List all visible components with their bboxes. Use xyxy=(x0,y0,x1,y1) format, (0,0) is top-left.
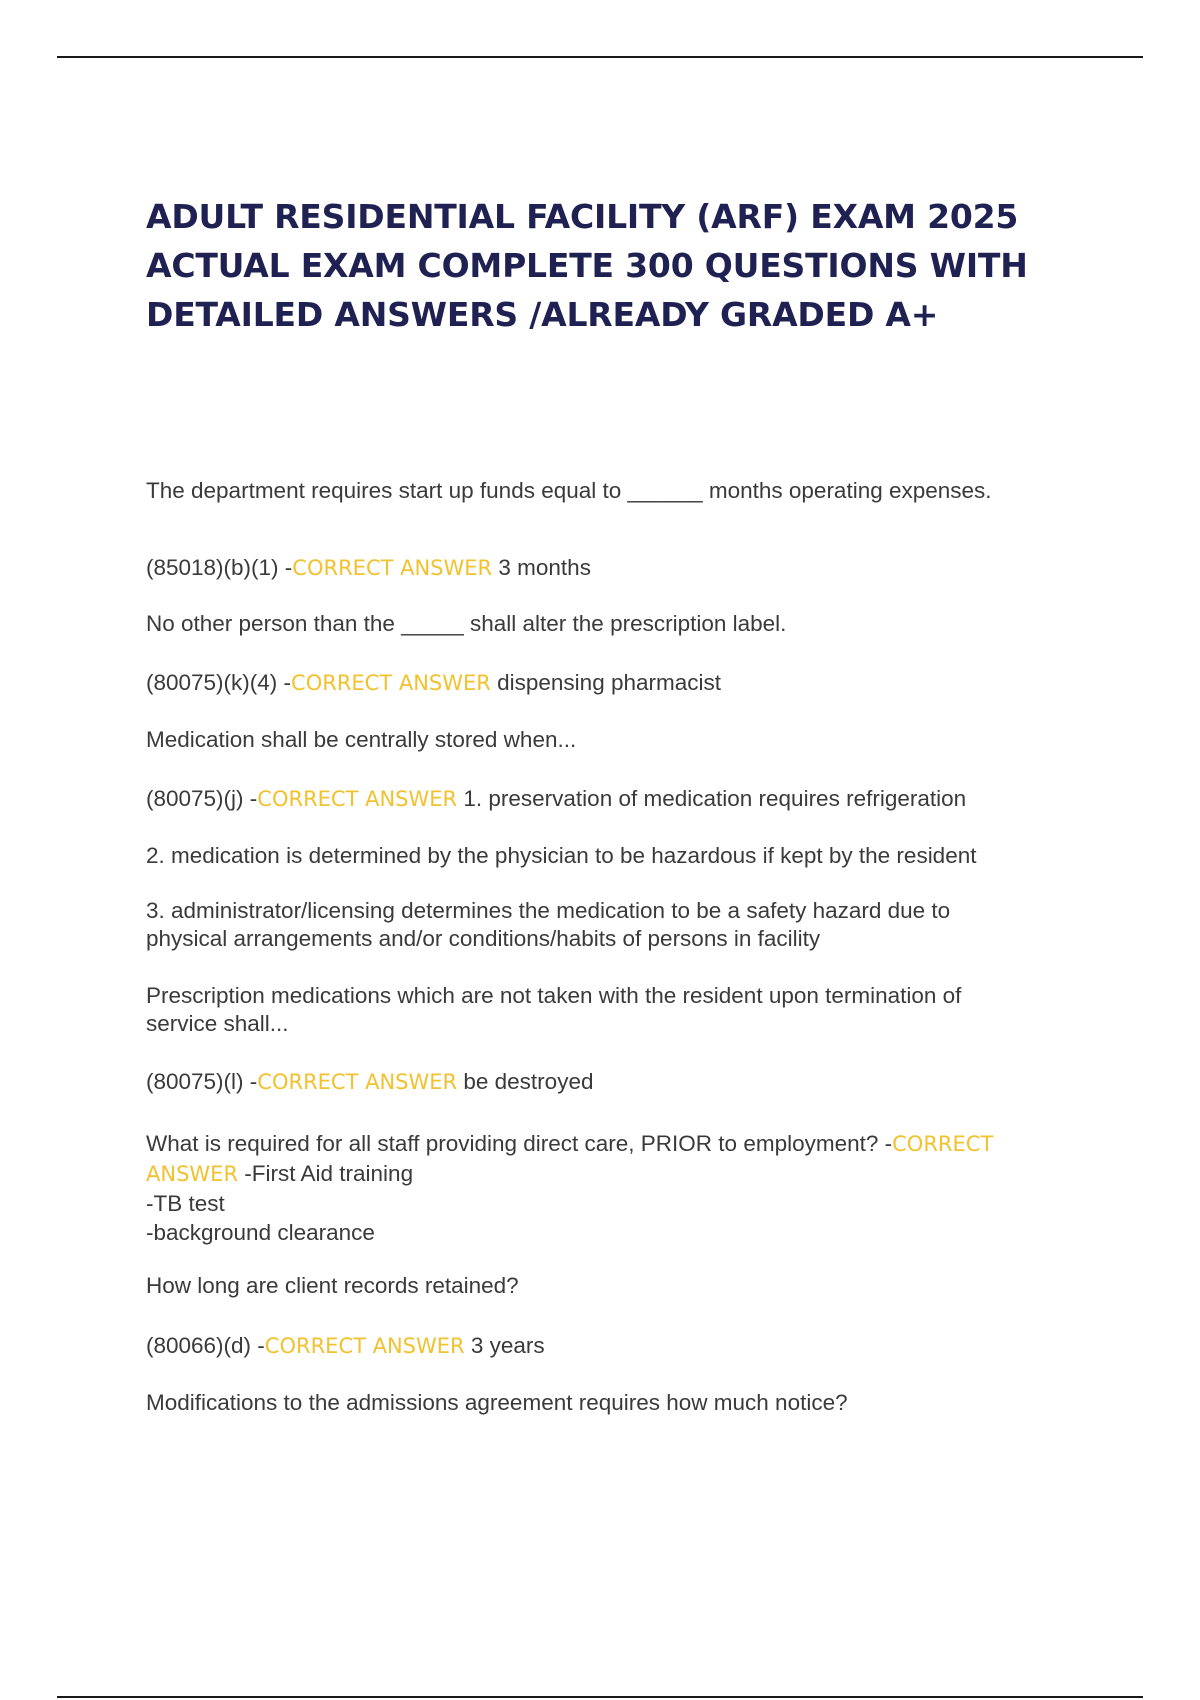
answer-citation: (80075)(j) - xyxy=(146,786,258,811)
question-5-line xyxy=(146,1129,1076,1159)
correct-answer-label: CORRECT ANSWER xyxy=(264,1334,465,1358)
answer-text xyxy=(146,669,1076,697)
answer-value: 3. administrator/licensing determines the medication to be a safety hazard due to xyxy=(146,898,951,923)
question-1: The department requires start up funds equal to ______ months operating expenses. xyxy=(146,478,992,503)
answer-5-line xyxy=(146,1159,1076,1189)
question-6: How long are client records retained? xyxy=(146,1273,519,1298)
answer-citation: (80075)(k)(4) - xyxy=(146,670,292,695)
question-2: No other person than the _____ shall alter the prescription label. xyxy=(146,611,787,636)
answer-value: -First Aid training xyxy=(238,1161,414,1186)
correct-answer-label: CORRECT ANSWER xyxy=(257,787,458,811)
question-7: Modifications to the admissions agreement requires how much notice? xyxy=(146,1390,848,1415)
answer-value: -TB test xyxy=(146,1191,225,1216)
answer-text xyxy=(146,1332,1076,1360)
answer-value: 2. medication is determined by the physician to be hazardous if kept by the resident xyxy=(146,843,977,868)
title-line: ADULT RESIDENTIAL FACILITY (ARF) EXAM 2025 xyxy=(146,197,1019,236)
correct-answer-label: CORRECT xyxy=(892,1132,994,1156)
top-rule xyxy=(57,56,1143,58)
answer-value: 3 months xyxy=(492,555,591,580)
answer-citation: (80075)(l) - xyxy=(146,1069,258,1094)
question-text xyxy=(146,610,1076,638)
answer-value: 1. preservation of medication requires refrigeration xyxy=(457,786,967,811)
answer-citation: (80066)(d) - xyxy=(146,1333,265,1358)
answer-text xyxy=(146,554,1076,582)
question-answer-block xyxy=(146,1129,1076,1247)
question-text xyxy=(146,477,1076,505)
document-title xyxy=(146,192,1086,339)
answer-value: 3 years xyxy=(464,1333,545,1358)
answer-text xyxy=(146,785,1076,813)
answer-citation: (85018)(b)(1) - xyxy=(146,555,293,580)
answer-value: dispensing pharmacist xyxy=(490,670,721,695)
correct-answer-label: CORRECT ANSWER xyxy=(292,556,493,580)
question-3: Medication shall be centrally stored when... xyxy=(146,727,577,752)
question-text xyxy=(146,982,1076,1038)
title-line: ACTUAL EXAM COMPLETE 300 QUESTIONS WITH xyxy=(146,246,1028,285)
question-text xyxy=(146,1389,1076,1417)
answer-continuation xyxy=(146,842,1076,870)
correct-answer-label: CORRECT ANSWER xyxy=(291,671,491,695)
correct-answer-label: CORRECT ANSWER xyxy=(257,1070,458,1094)
question-text xyxy=(146,726,1076,754)
answer-value: physical arrangements and/or conditions/habits of persons in facility xyxy=(146,926,821,951)
question-text xyxy=(146,1272,1076,1300)
question-4: Prescription medications which are not taken with the resident upon termination of xyxy=(146,983,962,1008)
answer-value: -background clearance xyxy=(146,1220,375,1245)
question-5: What is required for all staff providing direct care, PRIOR to employment? - xyxy=(146,1131,893,1156)
answer-value: be destroyed xyxy=(457,1069,594,1094)
title-line: DETAILED ANSWERS /ALREADY GRADED A+ xyxy=(146,295,939,334)
correct-answer-label: ANSWER xyxy=(146,1162,239,1186)
bottom-rule xyxy=(57,1696,1143,1698)
answer-text xyxy=(146,1068,1076,1096)
answer-continuation xyxy=(146,897,1076,953)
question-4: service shall... xyxy=(146,1011,289,1036)
